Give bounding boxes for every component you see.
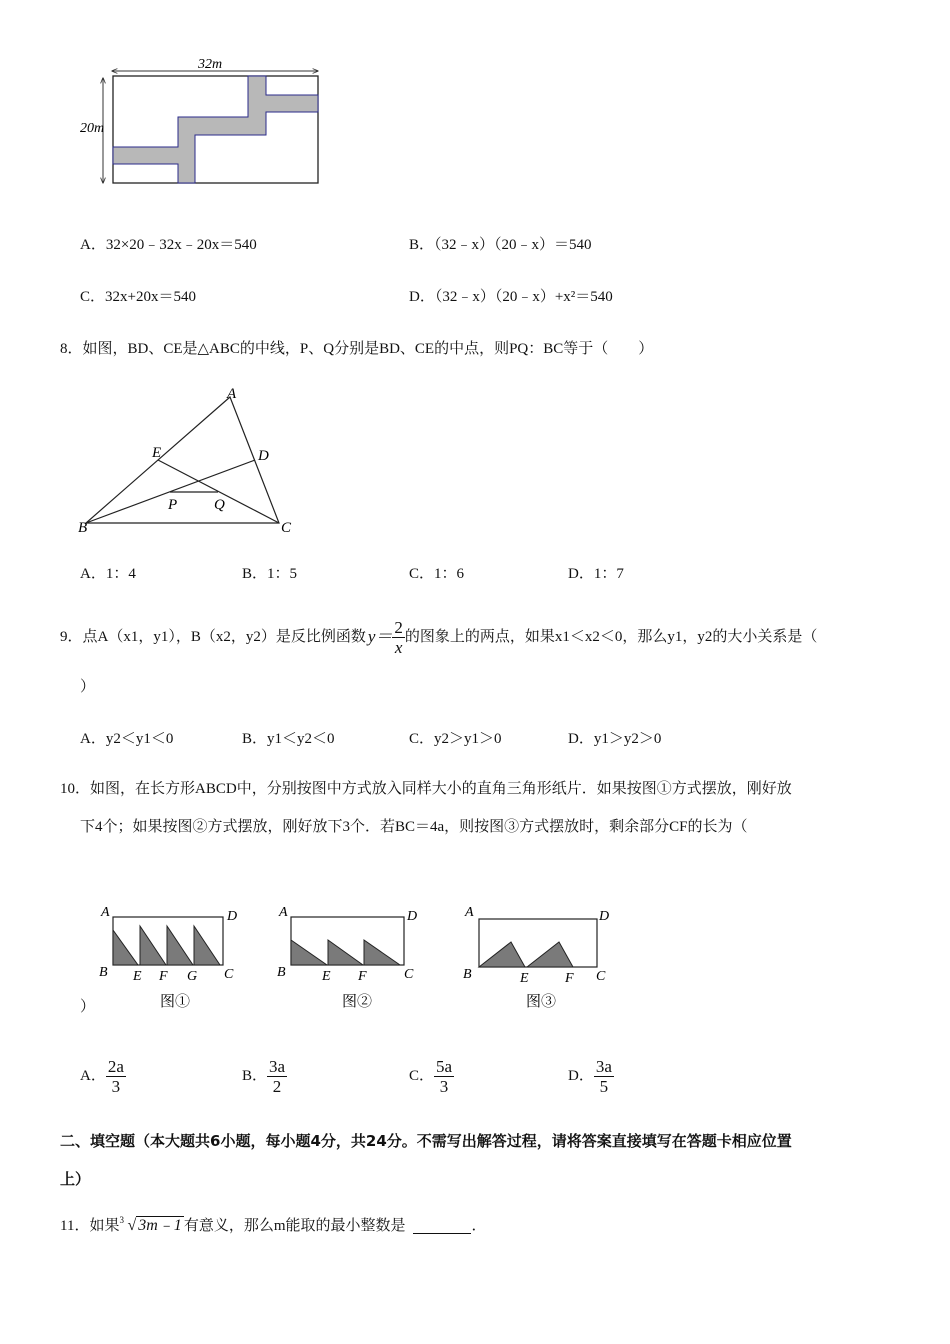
- label-d: D: [258, 448, 269, 464]
- label-d: D: [407, 909, 418, 924]
- q9-option-c: C．y2＞y1＞0: [409, 731, 502, 747]
- q10-stem-line1: 10．如图，在长方形ABCD中，分别按图中方式放入同样大小的直角三角形纸片．如果按图①方式摆放，刚好放: [60, 781, 792, 797]
- q9-function: y＝: [367, 627, 393, 646]
- q7-option-d: D．（32﹣x）（20﹣x）+x²＝540: [409, 289, 613, 305]
- q8-option-b: B．1：5: [242, 566, 298, 582]
- q8-option-c: C．1：6: [409, 566, 465, 582]
- q8-stem: 8．如图，BD、CE是△ABC的中线，P、Q分别是BD、CE的中点，则PQ：BC等于（ ）: [60, 341, 654, 357]
- section2-heading: 二、填空题（本大题共6小题，每小题4分，共24分。不需写出解答过程，请将答案直接填写在答题卡相应位置: [60, 1132, 792, 1150]
- label-b: B: [78, 520, 88, 536]
- height-label: 20m: [79, 121, 105, 136]
- label-f: F: [358, 969, 367, 984]
- label-f: F: [565, 971, 574, 986]
- q9-stem: 9． 点A（x1，y1），B（x2，y2）是反比例函数 y＝ $\frac{2}{x}$ 的图象上的两点，如果x1＜x2＜0，那么y1，y2的大小关系是（: [60, 617, 818, 657]
- label-a: A: [227, 386, 237, 402]
- label-b: B: [277, 965, 286, 980]
- label-d: D: [599, 909, 610, 924]
- q9-fraction: $\frac{2}{x}$: [394, 617, 403, 657]
- label-a: A: [101, 905, 110, 920]
- label-p: P: [168, 497, 178, 513]
- label-a: A: [465, 905, 474, 920]
- q7-figure: [70, 56, 330, 191]
- q7-option-b: B．（32﹣x）（20﹣x）＝540: [409, 237, 592, 253]
- q9-stem-close: ）: [80, 679, 96, 695]
- caption: 图①: [159, 994, 191, 1010]
- label-g: G: [187, 969, 198, 984]
- section2-heading-cont: 上）: [60, 1170, 91, 1188]
- label-c: C: [281, 520, 292, 536]
- label-e: E: [520, 971, 529, 986]
- label-e: E: [152, 445, 162, 461]
- q10-option-a: A． $\frac{2a}{3}$: [80, 1056, 124, 1096]
- q10-option-d: D． $\frac{3a}{5}$: [568, 1056, 612, 1096]
- q7-option-a: A．32×20﹣32x﹣20x＝540: [80, 237, 257, 253]
- q8-option-d: D．1：7: [568, 566, 624, 582]
- label-c: C: [224, 967, 234, 982]
- label-e: E: [133, 969, 142, 984]
- caption: 图②: [341, 994, 373, 1010]
- q9-option-a: A．y2＜y1＜0: [80, 731, 174, 747]
- q8-triangle-figure: [70, 382, 310, 542]
- q7-option-c: C．32x+20x＝540: [80, 289, 196, 305]
- q10-figure-3: [461, 900, 616, 1015]
- label-b: B: [99, 965, 108, 980]
- label-e: E: [322, 969, 331, 984]
- caption: 图③: [525, 994, 557, 1010]
- label-b: B: [463, 967, 472, 982]
- q8-option-a: A．1：4: [80, 566, 136, 582]
- q9-option-d: D．y1＞y2＞0: [568, 731, 662, 747]
- label-c: C: [404, 967, 414, 982]
- q11-radical: 3 √ 3m﹣1: [119, 1215, 182, 1234]
- q9-option-b: B．y1＜y2＜0: [242, 731, 335, 747]
- triangle-abc: [86, 397, 279, 523]
- label-f: F: [159, 969, 168, 984]
- width-label: 32m: [197, 57, 223, 72]
- q10-option-c: C． $\frac{5a}{3}$: [409, 1056, 453, 1096]
- q10-figure-2: [273, 900, 423, 1015]
- q11-stem: 11． 如果 3 √ 3m﹣1 有意义，那么m能取的最小整数是 ．: [60, 1215, 487, 1234]
- q10-figure-1: [95, 900, 245, 1015]
- label-c: C: [596, 969, 606, 984]
- q10-stem-close: ）: [80, 999, 96, 1015]
- q10-stem-line2: 下4个；如果按图②方式摆放，刚好放下3个．若BC＝4a，则按图③方式摆放时，剩余部分CF的长为（: [80, 819, 748, 835]
- q11-answer-blank[interactable]: [413, 1219, 471, 1234]
- q10-option-b: B． $\frac{3a}{2}$: [242, 1056, 286, 1096]
- label-a: A: [279, 905, 288, 920]
- label-q: Q: [214, 497, 225, 513]
- label-d: D: [227, 909, 238, 924]
